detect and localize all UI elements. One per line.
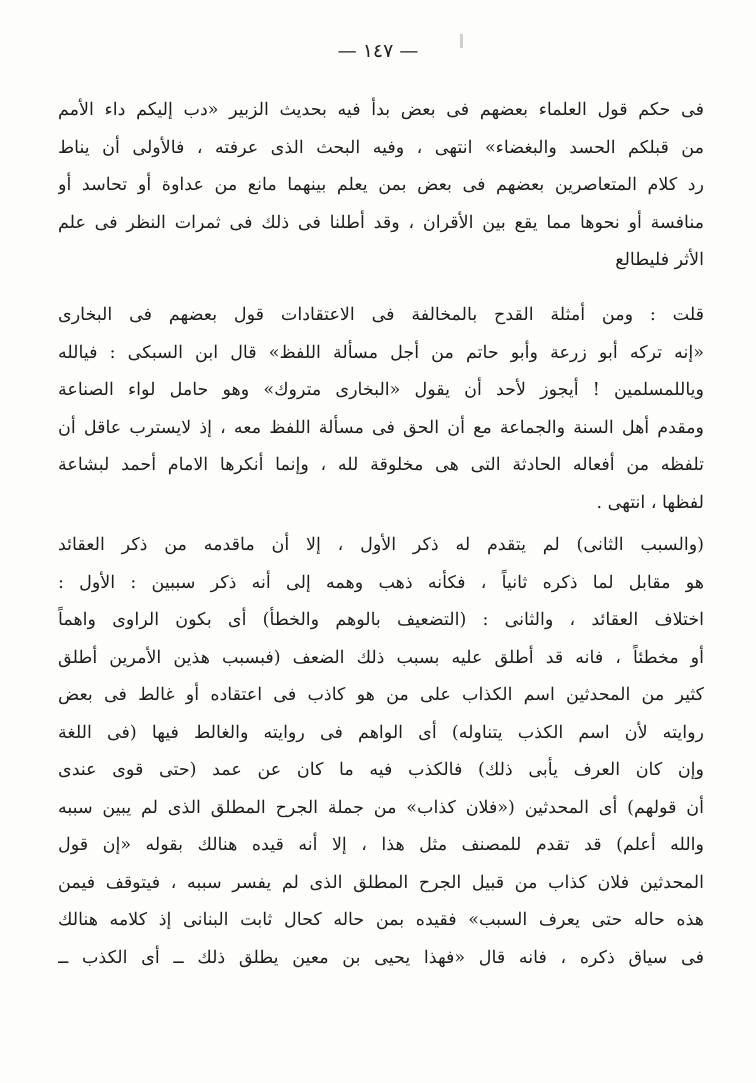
text-line: كثير من المحدثين اسم الكذاب على من هو كاذب فى اعتقاده أو غالط فى بعض <box>58 685 704 705</box>
text-line: من قبلكم الحسد والبغضاء» انتهى ، وفيه البحث الذى عرفته ، فالأولى أن يناط <box>58 137 704 158</box>
text-line: هو مقابل لما ذكره ثانياً ، فكأنه ذهب وهمه إلى أنه ذكر سببين : الأول : <box>58 572 704 593</box>
scan-mark <box>460 34 463 48</box>
text-line: منافسة أو نحوها مما يقع بين الأقران ، وقد أطلنا فى ذلك فى ثمرات النظر فى علم <box>58 212 704 233</box>
text-line: فى حكم قول العلماء بعضهم فى بعض بدأ فيه بحديث الزبير «دب إليكم داء الأمم <box>58 100 704 120</box>
text-line: أو مخطئاً ، فانه قد أطلق عليه بسبب ذلك الضعف (فبسبب هذين الأمرين أطلق <box>58 647 704 668</box>
text-line: لفظها ، انتهى . <box>596 492 704 513</box>
text-line: المحدثين فلان كذاب من قبيل الجرح المطلق الذى لم يفسر سببه ، فيتوقف فيمن <box>58 872 704 893</box>
text-line: قلت : ومن أمثلة القدح بالمخالفة فى الاعتقادات قول بعضهم فى البخارى <box>58 305 704 325</box>
text-line: رد كلام المتعاصرين بعضهم فى بعض بمن يعلم بينهما مانع من عداوة أو تحاسد أو <box>58 175 704 195</box>
text-line: (والسبب الثانى) لم يتقدم له ذكر الأول ، إلا أن ماقدمه من ذكر العقائد <box>58 535 704 555</box>
text-line: ومقدم أهل السنة والجماعة مع أن الحق فى مسألة اللفظ معه ، إذ لايسترب عاقل أن <box>58 417 704 438</box>
text-line: هذه حاله حتى يعرف السبب» فقيده بمن حاله كحال ثابت البنانى إذ كلامه هنالك <box>58 910 704 930</box>
paragraph-1 <box>58 92 704 280</box>
text-line: الأثر فليطالع <box>615 250 704 270</box>
text-line: «إنه تركه أبو زرعة وأبو حاتم من أجل مسألة اللفظ» قال ابن السبكى : فيالله <box>58 342 704 363</box>
text-line: أن قولهم) أى المحدثين («فلان كذاب» من جملة الجرح المطلق الذى لم يبين سببه <box>58 797 704 818</box>
paragraph-2 <box>58 297 704 522</box>
text-line: فى سياق ذكره ، فانه قال «فهذا يحيى بن معين يطلق ذلك ــ أى الكذب ــ <box>58 947 704 968</box>
text-line: وإن كان العرف يأبى ذلك) فالكذب فيه ما كان عن عمد (حتى قوى عندى <box>58 760 704 780</box>
text-line: اختلاف العقائد ، والثانى : (التضعيف بالوهم والخطأ) أى بكون الراوى واهماً <box>58 610 704 630</box>
page-number: — ١٤٧ — <box>337 40 419 62</box>
text-line: وياللمسلمين ! أيجوز لأحد أن يقول «البخارى متروك» وهو حامل لواء الصناعة <box>58 380 704 400</box>
text-line: تلفظه من أفعاله الحادثة التى هى مخلوقة لله ، وإنما أنكرها الامام أحمد لبشاعة <box>58 455 704 475</box>
text-line: والله أعلم) قد تقدم للمصنف مثل هذا ، إلا أنه قيده هنالك بقوله «إن قول <box>58 835 704 855</box>
text-line: روايته لأن اسم الكذب يتناوله) أى الواهم فى روايته والغالط فيها (فى اللغة <box>58 722 704 743</box>
paragraph-3 <box>58 527 704 977</box>
